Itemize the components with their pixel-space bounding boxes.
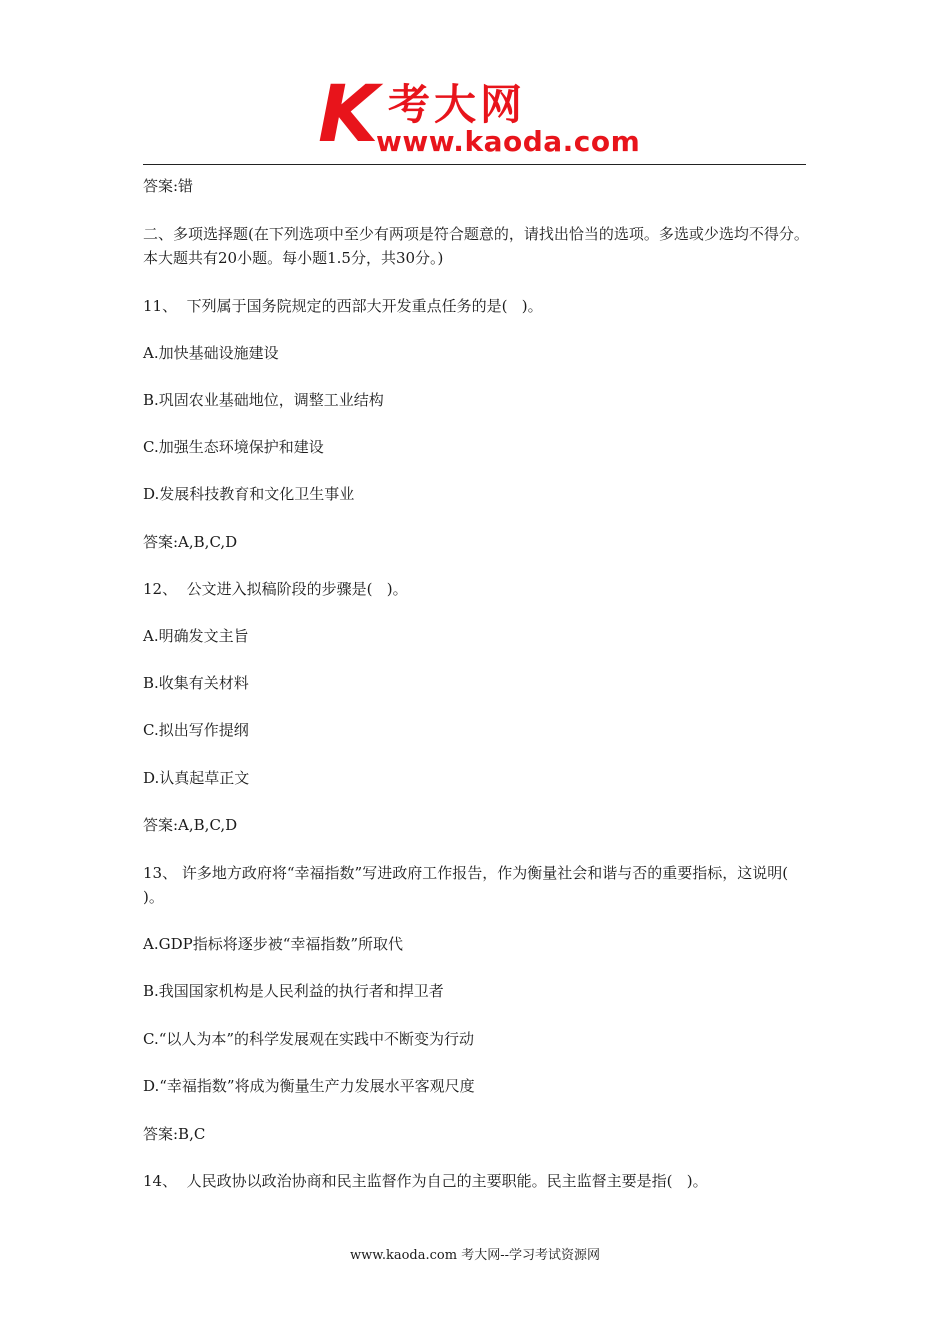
answer-line: 答案:B,C [143,1125,206,1143]
answer-line: 答案:A,B,C,D [143,816,238,834]
question-14: 14、 人民政协以政治协商和民主监督作为自己的主要职能。民主监督主要是指( )。 [143,1172,708,1190]
section-heading: 二、多项选择题(在下列选项中至少有两项是符合题意的，请找出恰当的选项。多选或少选均不得分。本大题共有20小题。每小题1.5分，共30分。) [143,225,809,267]
option-a: A.明确发文主旨 [143,627,249,645]
kaoda-logo [318,70,648,160]
option-d: D.“幸福指数”将成为衡量生产力发展水平客观尺度 [143,1077,475,1095]
question-13: 13、 许多地方政府将“幸福指数”写进政府工作报告，作为衡量社会和谐与否的重要指标，这说明( )。 [143,864,803,906]
option-b: B.收集有关材料 [143,674,249,692]
question-12: 12、 公文进入拟稿阶段的步骤是( )。 [143,580,408,598]
answer-line: 答案:A,B,C,D [143,533,238,551]
option-c: C.加强生态环境保护和建设 [143,438,324,456]
option-a: A.加快基础设施建设 [143,344,279,362]
logo-url: www.kaoda.com [376,125,641,158]
question-11: 11、 下列属于国务院规定的西部大开发重点任务的是( )。 [143,297,543,315]
answer-line: 答案:错 [143,177,194,195]
option-b: B.我国国家机构是人民利益的执行者和捍卫者 [143,982,444,1000]
option-c: C.拟出写作提纲 [143,721,249,739]
logo-chinese-name: 考大网 [388,80,527,129]
option-c: C.“以人为本”的科学发展观在实践中不断变为行动 [143,1030,475,1048]
option-d: D.发展科技教育和文化卫生事业 [143,485,355,503]
option-a: A.GDP指标将逐步被“幸福指数”所取代 [143,935,404,953]
option-b: B.巩固农业基础地位，调整工业结构 [143,391,384,409]
header-divider [143,164,806,165]
page-footer: www.kaoda.com 考大网--学习考试资源网 [350,1248,600,1263]
logo-k-mark: K [318,70,379,160]
option-d: D.认真起草正文 [143,769,250,787]
